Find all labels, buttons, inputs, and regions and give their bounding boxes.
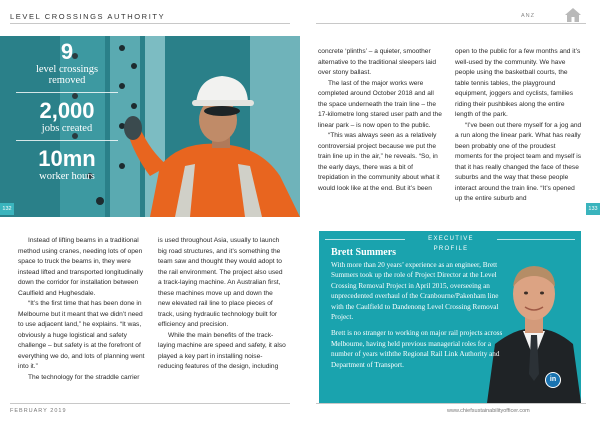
executive-profile-box: [319, 231, 581, 403]
stat-number: 2,000: [39, 98, 95, 123]
page-number-left: 132: [0, 203, 14, 215]
footer-url[interactable]: www.chiefsustainabilityofficer.com: [447, 408, 530, 414]
paragraph: Instead of lifting beams in a traditional method using cranes, needing lots of open space to truck the beams in, they were instead lifted and transported longitudinally down the corridor for installation between Caulfield and Hughesdale.: [18, 237, 143, 297]
stat-label: jobs created: [41, 123, 93, 134]
stats-panel: [12, 40, 122, 182]
paragraph: “It’s the first time that has been done in Melbourne but it meant that we didn’t need to use adjacent land,” he explains. “It was, obviously a huge logistical and safety challenge – but safety is at the forefront of everything we do, and lots of planning went into it.”: [18, 300, 145, 370]
stat-jobs: [12, 99, 122, 134]
stat-label: worker hours: [39, 171, 95, 182]
article-column-top-2: [455, 47, 583, 205]
footer-date: FEBRUARY 2019: [10, 408, 67, 414]
profile-paragraph: Brett is no stranger to working on major rail projects across Melbourne, having held previous managerial roles for a number of years withthe Regional Rail Link Authority and Department of Transport.: [331, 329, 503, 369]
stat-hours: [12, 147, 122, 182]
stat-divider: [16, 92, 118, 93]
header-title: LEVEL CROSSINGS AUTHORITY: [10, 12, 166, 21]
home-icon[interactable]: [565, 8, 581, 22]
article-column-bottom-2: [158, 236, 286, 373]
profile-bio: [331, 260, 507, 376]
profile-divider: [325, 239, 405, 240]
profile-paragraph: With more than 20 years’ experience as an engineer, Brett Summers took up the role of Project Director at the Level Crossing Removal Project in April 2015, overseeing an unprecedented overhaul of the Cranbourne/Pakenham line with the Caulfield to Dandenong Level Crossing Removal Project.: [331, 261, 499, 322]
header-rule-left: [10, 23, 290, 24]
footer-rule-right: [316, 403, 586, 404]
profile-divider: [497, 239, 575, 240]
footer-rule-left: [10, 403, 290, 404]
stat-label: level crossings: [35, 64, 99, 75]
paragraph: The last of the major works were completed around October 2018 and all the space underneath the train line – the 17-kilometre long stared user path and the linear park – is now open to the public.: [318, 79, 442, 129]
paragraph: While the main benefits of the track-laying machine are speed and safety, it also played a key part in installing noise-reducing features of the design, including: [158, 331, 286, 370]
paragraph: concrete ‘plinths’ – a quieter, smoother alternative to the traditional sleepers laid over stony ballast.: [318, 48, 437, 76]
stat-label: removed: [48, 75, 86, 86]
profile-tag: EXECUTIVE PROFILE: [410, 234, 492, 244]
linkedin-icon[interactable]: in: [545, 372, 561, 388]
paragraph: “This was always seen as a relatively controversial project because we put the train line up in the air,” he reveals. “So, in the early days, there was a bit of trepidation in the community about what it would look like at the end. But it’s been: [318, 132, 440, 192]
stat-number: 10mn: [38, 146, 96, 171]
article-column-bottom-1: [18, 236, 146, 383]
paragraph: “I’ve been out there myself for a jog and a run along the linear park. What has really been probably one of the proudest moments for the project team and myself is that it has really changed the face of these suburbs and the way that these people interact around the train line. “It’s opened up the entire suburb and: [455, 121, 582, 202]
profile-name: Brett Summers: [331, 247, 397, 258]
stat-crossings: [12, 40, 122, 86]
page-number-right: 133: [586, 203, 600, 215]
paragraph: is used throughout Asia, usually to launch big road structures, and it’s something the team saw and thought they would adopt to the rail environment. The project also used a track-laying machine. An Australian first, these machines move up and down the new elevated rail line to place pieces of track, using hydraulic technology built for efficiency and precision.: [158, 237, 283, 328]
header-brand: ANZ: [521, 13, 535, 19]
paragraph: The technology for the straddle carrier: [28, 373, 140, 381]
article-column-top-1: [318, 47, 444, 194]
header-rule-right: [316, 23, 586, 24]
stat-number: 9: [60, 39, 74, 64]
stat-divider: [16, 140, 118, 141]
paragraph: open to the public for a few months and it’s well-used by the community. We have people using the basketball courts, the table tennis tables, the playground equipment, joggers and cyclists, families riding their pushbikes along the entire length of the park.: [455, 48, 581, 118]
